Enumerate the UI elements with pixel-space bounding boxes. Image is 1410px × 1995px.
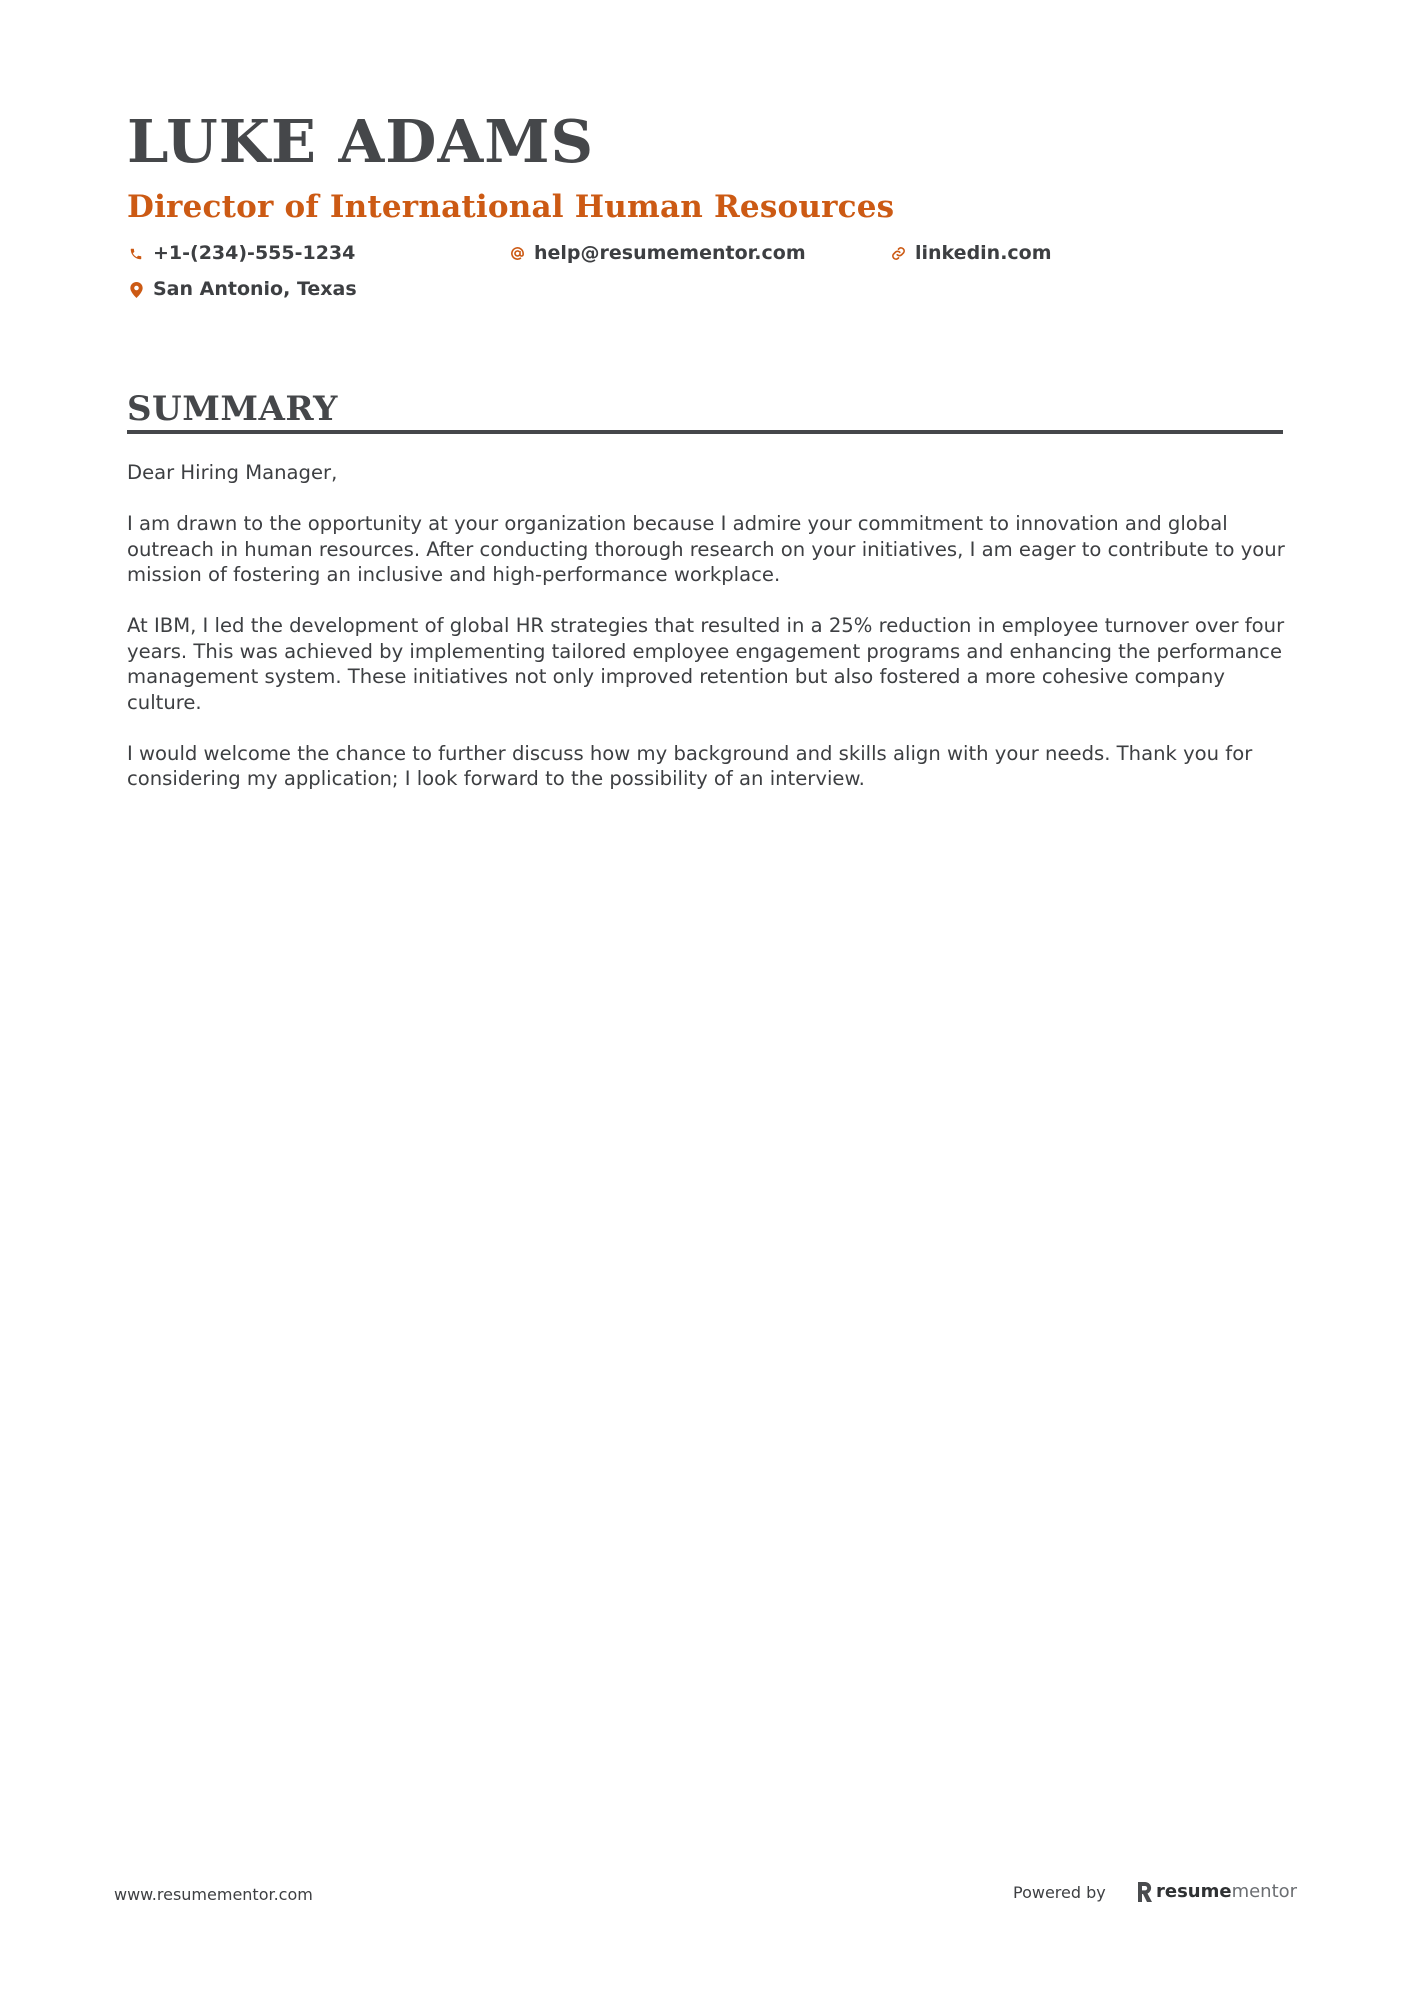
powered-by-label: Powered by [1013, 1883, 1106, 1902]
contact-email[interactable] [509, 244, 806, 263]
contact-phone [128, 244, 355, 263]
paragraph-experience: At IBM, I led the development of global HR strategies that resulted in a 25% reduction in employee turnover over four years. This was achieved by implementing tailored employee engagement programs and enhancing the performance management system. These initiatives not only improved retention but also fostered a more cohesive company culture. [127, 614, 1285, 714]
brand-logo[interactable] [1136, 1882, 1297, 1902]
section-divider [127, 430, 1283, 434]
phone-text: +1-(234)-555-1234 [153, 242, 356, 264]
link-icon [890, 246, 906, 262]
brand-name-light: mentor [1231, 1881, 1298, 1902]
paragraph-closing: I would welcome the chance to further discuss how my background and skills align with your needs. Thank you for considering my application; I look forward to the possibility of an interview. [127, 741, 1253, 790]
email-text[interactable]: help@resumementor.com [534, 242, 806, 264]
summary-body [127, 460, 1287, 817]
job-title: Director of International Human Resources [127, 189, 895, 225]
resumementor-logo-icon [1136, 1882, 1152, 1902]
linkedin-text[interactable]: linkedin.com [915, 242, 1052, 264]
phone-icon [128, 246, 144, 262]
candidate-name: LUKE ADAMS [127, 107, 595, 176]
summary-heading: SUMMARY [127, 389, 338, 429]
map-pin-icon [128, 282, 144, 298]
contact-linkedin[interactable] [890, 244, 1052, 263]
paragraph-intro: I am drawn to the opportunity at your organization because I admire your commitment to innovation and global outreach in human resources. After conducting thorough research on your initiatives, I am eager to contribute to your mission of fostering an inclusive and high-performance workplace. [127, 512, 1285, 586]
at-sign-icon [509, 246, 525, 262]
contact-location [128, 280, 357, 299]
footer-website[interactable]: www.resumementor.com [114, 1885, 313, 1904]
brand-name-bold: resume [1156, 1881, 1232, 1902]
salutation: Dear Hiring Manager, [127, 461, 338, 484]
location-text: San Antonio, Texas [153, 278, 357, 300]
